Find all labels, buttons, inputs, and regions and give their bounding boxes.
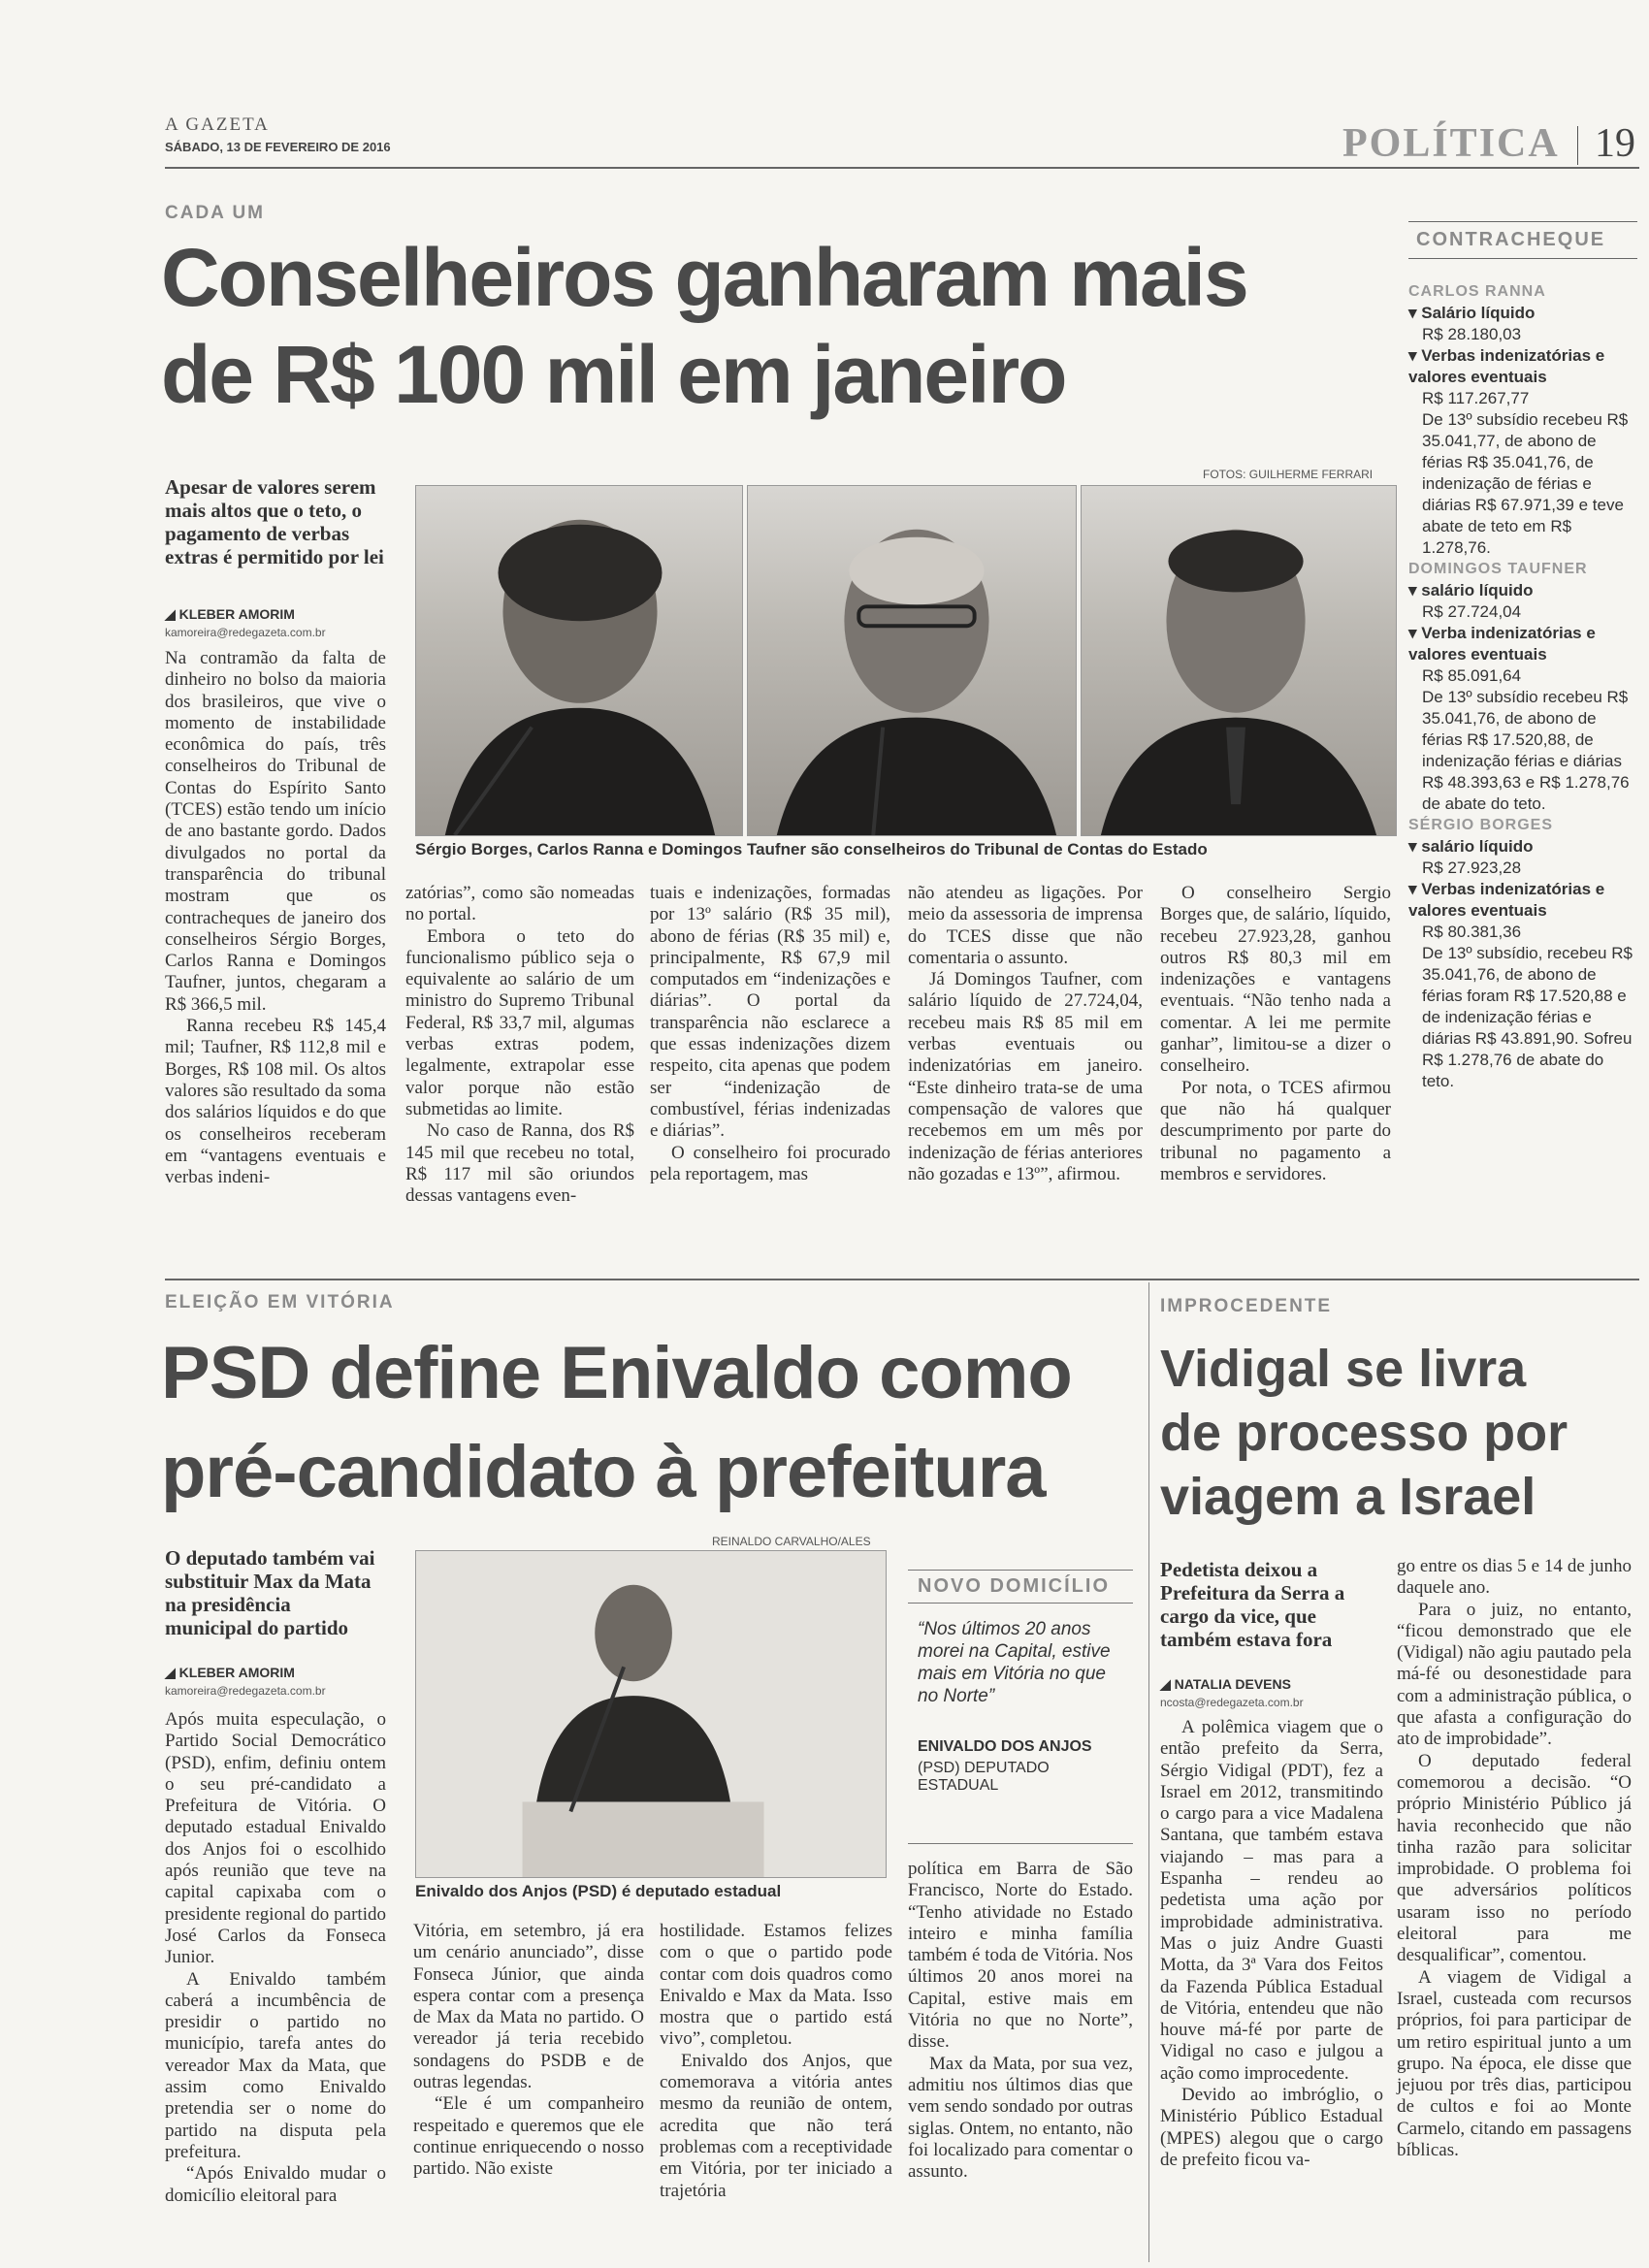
payslip-salary-label-text: salário líquido	[1421, 581, 1534, 599]
payslip-name: SÉRGIO BORGES	[1408, 817, 1554, 833]
story1-kicker: CADA UM	[165, 203, 266, 223]
portrait-icon	[416, 486, 742, 835]
sidebar-payslips	[1408, 281, 1637, 1092]
story3-email[interactable]: ncosta@redegazeta.com.br	[1160, 1696, 1304, 1709]
story2-caption: Enivaldo dos Anjos (PSD) é deputado estadual	[415, 1882, 782, 1900]
story2-column-2	[413, 1921, 644, 2181]
story-divider	[1148, 1282, 1149, 2262]
sidebar-top-rule	[1408, 221, 1637, 222]
story3-headline-line3: viagem a Israel	[1160, 1468, 1536, 1526]
quote-kicker-rule	[908, 1603, 1133, 1604]
story2-photo-credit: REINALDO CARVALHO/ALES	[712, 1535, 871, 1548]
arrow-icon: ▾	[1408, 837, 1422, 856]
payslip-salary-label-text: salário líquido	[1421, 837, 1534, 856]
story1-caption: Sérgio Borges, Carlos Ranna e Domingos Taufner são conselheiros do Tribunal de Contas do Estado	[415, 840, 1208, 859]
payslip-salary: R$ 28.180,03	[1422, 325, 1522, 343]
story3-paragraph: O deputado federal comemorou a decisão. “O próprio Ministério Público já havia reconhecido que não tinha razão para solicitar improbidade. O problema foi que adversários políticos usaram isso no período eleitoral para me desqualificar”, comentou.	[1397, 1750, 1632, 1966]
photo-sergio-borges	[415, 485, 743, 836]
photo-enivaldo-dos-anjos	[415, 1550, 887, 1878]
payslip-domingos-taufner	[1408, 559, 1637, 815]
payslip-extra-label-text: Verba indenizatórias e valores eventuais	[1408, 624, 1596, 664]
paper-name: A GAZETA	[165, 114, 270, 135]
story1-headline-line2: de R$ 100 mil em janeiro	[161, 329, 1066, 420]
pen-icon: ◢	[165, 1665, 179, 1680]
story1-paragraph: Na contramão da falta de dinheiro no bolso da maioria dos brasileiros, que vive o momento de instabilidade econômica do país, três conselheiros do Tribunal de Contas do Espírito Santo (TCES) estão tendo um início de ano bastante gordo. Dados divulgados no portal da transparência do tribunal mostram que os contracheques de janeiro dos conselheiros Sérgio Borges, Carlos Ranna e Domingos Taufner, juntos, chegaram a R$ 366,5 mil.	[165, 648, 386, 1015]
pen-icon: ◢	[165, 606, 179, 622]
quote-kicker: NOVO DOMICÍLIO	[918, 1575, 1110, 1597]
portrait-icon	[748, 486, 1076, 835]
story2-kicker: ELEIÇÃO EM VITÓRIA	[165, 1292, 395, 1312]
story3-paragraph: go entre os dias 5 e 14 de junho daquele ano.	[1397, 1556, 1632, 1599]
quote-author: ENIVALDO DOS ANJOS	[918, 1738, 1092, 1755]
payslip-salary-label	[1408, 836, 1637, 858]
story1-paragraph: zatórias”, como são nomeadas no portal.	[405, 883, 634, 925]
story3-byline	[1160, 1676, 1291, 1693]
photo-carlos-ranna	[747, 485, 1077, 836]
quote-text: “Nos últimos 20 anos morei na Capital, estive mais em Vitória no que no Norte”	[918, 1619, 1111, 1706]
story2-paragraph: Após muita especulação, o Partido Social Democrático (PSD), enfim, definiu ontem o seu pré-candidato a Prefeitura de Vitória. O deputado estadual Enivaldo dos Anjos foi o escolhido após reunião que teve na capital capixaba com o presidente regional do partido José Carlos da Fonseca Junior.	[165, 1709, 386, 1968]
payslip-detail: De 13º subsídio, recebeu R$ 35.041,76, de abono de férias foram R$ 17.520,88 e de indenização férias e diárias R$ 43.891,90. Sofreu R$ 1.278,76 de abate do teto.	[1422, 944, 1633, 1090]
payslip-name: DOMINGOS TAUFNER	[1408, 561, 1588, 577]
story3-kicker: IMPROCEDENTE	[1160, 1296, 1333, 1316]
photo-domingos-taufner	[1081, 485, 1397, 836]
payslip-extra-label-text: Verbas indenizatórias e valores eventuais	[1408, 880, 1605, 920]
arrow-icon: ▾	[1408, 880, 1422, 898]
story1-byline-name: KLEBER AMORIM	[178, 606, 295, 622]
payslip-salary-label	[1408, 303, 1637, 324]
story1-headline-line1: Conselheiros ganharam mais	[161, 232, 1247, 323]
story2-deck: O deputado também vai substituir Max da Mata na presidência municipal do partido	[165, 1546, 375, 1639]
story1-paragraph: O conselheiro foi procurado pela reportagem, mas	[650, 1142, 890, 1184]
sidebar-title-rule	[1408, 258, 1637, 259]
payslip-salary-label-text: Salário líquido	[1421, 304, 1536, 322]
story1-paragraph: Por nota, o TCES afirmou que não há qualquer descumprimento por parte do tribunal no pagamento a membros e servidores.	[1160, 1077, 1391, 1184]
story1-column-1	[165, 648, 386, 1188]
story3-headline-line1: Vidigal se livra	[1160, 1340, 1527, 1398]
story2-paragraph: “Após Enivaldo mudar o domicílio eleitoral para	[165, 2163, 386, 2206]
payslip-name: CARLOS RANNA	[1408, 283, 1546, 300]
payslip-extra-label	[1408, 879, 1637, 922]
story2-headline-line1: PSD define Enivaldo como	[161, 1332, 1072, 1414]
story1-email[interactable]: kamoreira@redegazeta.com.br	[165, 626, 326, 639]
story1-paragraph: Ranna recebeu R$ 145,4 mil; Taufner, R$ 112,8 mil e Borges, R$ 108 mil. Os altos valores são resultado da soma dos salários líquidos e do que os conselheiros receberam em “vantagens eventuais e verbas indeni-	[165, 1016, 386, 1188]
story1-deck: Apesar de valores serem mais altos que o teto, o pagamento de verbas extras é permitido por lei	[165, 475, 384, 568]
story2-byline-name: KLEBER AMORIM	[178, 1665, 295, 1680]
arrow-icon: ▾	[1408, 346, 1422, 365]
payslip-extra-label-text: Verbas indenizatórias e valores eventuais	[1408, 346, 1605, 386]
portrait-icon	[416, 1551, 886, 1877]
masthead-rule	[165, 167, 1639, 169]
story1-column-2	[405, 883, 634, 1207]
story1-paragraph: não atendeu as ligações. Por meio da assessoria de imprensa do TCES disse que não comentaria o assunto.	[908, 883, 1143, 968]
arrow-icon: ▾	[1408, 304, 1422, 322]
payslip-detail: De 13º subsídio recebeu R$ 35.041,76, de abono de férias R$ 17.520,88, de indenização férias e diárias R$ 48.393,63 e R$ 1.278,76 de abate do teto.	[1422, 688, 1630, 813]
quote-role: (PSD) DEPUTADO ESTADUAL	[918, 1760, 1050, 1794]
story3-deck: Pedetista deixou a Prefeitura da Serra a cargo da vice, que também estava fora	[1160, 1558, 1345, 1651]
story3-headline-line2: de processo por	[1160, 1404, 1568, 1462]
quote-bottom-rule	[908, 1843, 1133, 1844]
story2-byline	[165, 1665, 295, 1681]
story1-column-4	[908, 883, 1143, 1185]
story1-paragraph: O conselheiro Sergio Borges que, de salário, líquido, recebeu 27.923,28, ganhou outros R$ 80,3 mil em indenizações e vantagens eventuais. “Não tenho nada a comentar. A lei me permite ganhar”, limitou-se a dizer o conselheiro.	[1160, 883, 1391, 1077]
story1-paragraph: No caso de Ranna, dos R$ 145 mil que recebeu no total, R$ 117 mil são oriundos dessas vantagens even-	[405, 1120, 634, 1207]
story3-byline-name: NATALIA DEVENS	[1174, 1676, 1291, 1692]
story2-email[interactable]: kamoreira@redegazeta.com.br	[165, 1684, 326, 1698]
portrait-icon	[1082, 486, 1396, 835]
story3-paragraph: Para o juiz, no entanto, “ficou demonstrado que ele (Vidigal) não agiu pautado pela má-fé ou desonestidade para com a administração pública, o que afasta a configuração do ato de improbidade”.	[1397, 1599, 1632, 1750]
payslip-salary-label	[1408, 580, 1637, 601]
story3-paragraph: A polêmica viagem que o então prefeito da Serra, Sérgio Vidigal (PDT), fez a Israel em 2012, transmitindo o cargo para a vice Madalena Santana, que também estava viajando – mas para a Espanha – rendeu ao pedetista uma ação por improbidade administrativa. Mas o juiz Andre Guasti Motta, da 3ª Vara dos Feitos da Fazenda Pública Estadual de Vitória, entendeu que não houve má-fé por parte de Vidigal no caso e julgou a ação como improcedente.	[1160, 1717, 1383, 2084]
story3-column-1	[1160, 1717, 1383, 2171]
story2-paragraph: Enivaldo dos Anjos, que comemorava a vitória antes mesmo da reunião de ontem, acredita que não terá problemas com a receptividade em Vitória, por ter iniciado a trajetória	[660, 2050, 892, 2201]
quote-top-rule	[908, 1570, 1133, 1571]
story1-column-3	[650, 883, 890, 1185]
story2-paragraph: hostilidade. Estamos felizes com o que o partido pode contar com dois quadros como Enivaldo e Max da Mata. Isso mostra que o partido está vivo”, completou.	[660, 1921, 892, 2050]
story2-paragraph: “Ele é um companheiro respeitado e queremos que ele continue enriquecendo o nosso partido. Não existe	[413, 2093, 644, 2180]
story2-paragraph: política em Barra de São Francisco, Norte do Estado. “Tenho atividade no Estado inteiro e minha família também é toda de Vitória. Nos últimos 20 anos morei na Capital, estive mais em Vitória no que no Norte”, disse.	[908, 1859, 1133, 2053]
arrow-icon: ▾	[1408, 624, 1422, 642]
story2-column-1	[165, 1709, 386, 2207]
section-divider	[1577, 126, 1578, 165]
story2-column-3	[660, 1921, 892, 2202]
sidebar-title: CONTRACHEQUE	[1416, 229, 1606, 250]
payslip-carlos-ranna	[1408, 281, 1637, 559]
story1-column-5	[1160, 883, 1391, 1185]
story1-photo-credit: FOTOS: GUILHERME FERRARI	[1203, 468, 1374, 481]
story3-column-2	[1397, 1556, 1632, 2161]
story3-paragraph: A viagem de Vidigal a Israel, custeada com recursos próprios, foi para participar de um retiro espiritual junto a um grupo. Na época, ele disse que jejuou por três dias, participou de cultos e foi ao Monte Carmelo, citando em passagens bíblicas.	[1397, 1966, 1632, 2161]
arrow-icon: ▾	[1408, 581, 1422, 599]
story1-paragraph: Já Domingos Taufner, com salário líquido de 27.724,04, recebeu mais R$ 85 mil em verbas eventuais ou indenizatórias em janeiro. “Este dinheiro trata-se de uma compensação de valores que recebemos em um mês por indenização de férias anteriores não gozadas e 13º”, afirmou.	[908, 969, 1143, 1184]
payslip-salary: R$ 27.923,28	[1422, 859, 1522, 877]
payslip-extra: R$ 117.267,77	[1422, 389, 1530, 407]
payslip-extra: R$ 85.091,64	[1422, 666, 1522, 685]
section-break-rule	[165, 1279, 1639, 1280]
payslip-extra: R$ 80.381,36	[1422, 923, 1522, 941]
page-number: 19	[1595, 121, 1635, 166]
payslip-sergio-borges	[1408, 815, 1637, 1092]
payslip-salary: R$ 27.724,04	[1422, 602, 1522, 621]
story3-paragraph: Devido ao imbróglio, o Ministério Público Estadual (MPES) alegou que o cargo de prefeito ficou va-	[1160, 2085, 1383, 2170]
story2-headline-line2: pré-candidato à prefeitura	[161, 1431, 1046, 1513]
payslip-detail: De 13º subsídio recebeu R$ 35.041,77, de abono de férias R$ 35.041,76, de indenização de férias e diárias R$ 67.971,39 e teve abate de teto em R$ 1.278,76.	[1422, 410, 1629, 557]
story2-column-4	[908, 1859, 1133, 2183]
section-name: POLÍTICA	[1342, 121, 1560, 166]
payslip-extra-label	[1408, 345, 1637, 388]
issue-date: SÁBADO, 13 DE FEVEREIRO DE 2016	[165, 140, 391, 154]
story2-paragraph: Vitória, em setembro, já era um cenário anunciado”, disse Fonseca Júnior, que ainda espera contar com a presença de Max da Mata no partido. O vereador já teria recebido sondagens do PSDB e de outras legendas.	[413, 1921, 644, 2093]
pen-icon: ◢	[1160, 1676, 1175, 1692]
story2-paragraph: A Enivaldo também caberá a incumbência de presidir o partido no município, tarefa antes do vereador Max da Mata, que assim como Enivaldo pretendia ser o nome do partido na disputa pela prefeitura.	[165, 1968, 386, 2162]
story1-paragraph: tuais e indenizações, formadas por 13º salário (R$ 35 mil), abono de férias (R$ 35 mil) e, principalmente, R$ 67,9 mil computados em “indenizações e diárias”. O portal da transparência não esclarece a que essas indenizações dizem respeito, cita apenas que podem ser “indenização de combustível, férias indenizadas e diárias”.	[650, 883, 890, 1142]
payslip-extra-label	[1408, 623, 1637, 665]
story1-byline	[165, 606, 295, 623]
story1-paragraph: Embora o teto do funcionalismo público seja o equivalente ao salário de um ministro do Supremo Tribunal Federal, R$ 33,7 mil, algumas verbas extras podem, legalmente, extrapolar esse valor porque não estão submetidas ao limite.	[405, 925, 634, 1119]
story2-paragraph: Max da Mata, por sua vez, admitiu nos últimos dias que vem sendo sondado por outras siglas. Ontem, no entanto, não foi localizado para comentar o assunto.	[908, 2053, 1133, 2183]
